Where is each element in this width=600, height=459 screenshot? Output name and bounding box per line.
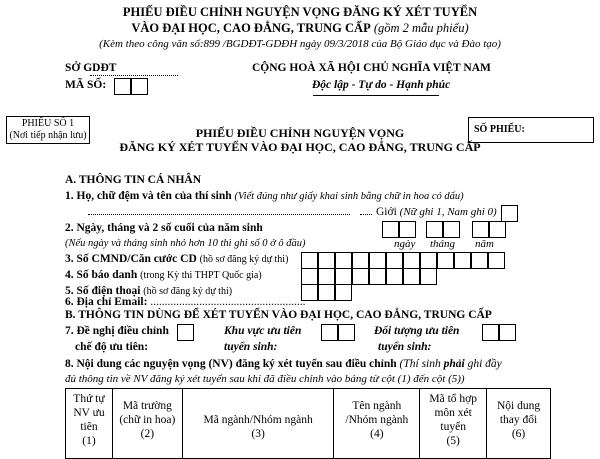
candidate-digit-box-3[interactable] (335, 268, 352, 285)
table-header-col-5 (420, 389, 487, 459)
q1-label: 1. Họ, chữ đệm và tên của thí sinh (65, 190, 232, 202)
q7-object-line1: Đối tượng ưu tiên (374, 325, 460, 337)
id-digit-box-2[interactable] (318, 252, 335, 269)
table-header-col-1-line-3: tiên (80, 421, 98, 433)
q7-label-line1: 7. Đề nghị điều chỉnh (65, 325, 169, 337)
dob-day-box-1[interactable] (382, 221, 399, 238)
id-digit-box-6[interactable] (386, 252, 403, 269)
table-header-col-2 (112, 389, 182, 459)
q2-label: 2. Ngày, tháng và 2 số cuối của năm sinh (65, 222, 263, 234)
q7-label-line2: chế độ ưu tiên: (75, 341, 149, 353)
candidate-digit-box-4[interactable] (352, 268, 369, 285)
q1-gender-note: (Nữ ghi 1, Nam ghi 0) (399, 206, 497, 218)
section-a-heading: A. THÔNG TIN CÁ NHÂN (65, 174, 201, 186)
code-box-1[interactable] (114, 78, 131, 95)
header-title-main: VÀO ĐẠI HỌC, CAO ĐẲNG, TRUNG CẤP (131, 21, 371, 35)
q1-row (65, 190, 464, 202)
q7-adjust-box[interactable] (177, 324, 194, 341)
table-header-col-2-line-2: (chữ in hoa) (119, 414, 176, 426)
table-header-col-4-line-3: (4) (370, 428, 384, 440)
candidate-digit-box-2[interactable] (318, 268, 335, 285)
code-label: MÃ SỐ: (65, 79, 107, 91)
department-label: SỞ GDĐT (65, 62, 117, 74)
table-header-col-3-line-1: Mã ngành/Nhóm ngành (203, 414, 313, 426)
candidate-digit-box-7[interactable] (403, 268, 420, 285)
candidate-digit-box-8[interactable] (420, 268, 437, 285)
table-header-col-1-line-1: Thứ tự (73, 393, 105, 405)
dob-month-caption: tháng (430, 238, 456, 250)
candidate-digit-box-1[interactable] (301, 268, 318, 285)
q7-area-box-1[interactable] (321, 324, 338, 341)
id-digit-box-4[interactable] (352, 252, 369, 269)
dob-month-box-1[interactable] (426, 221, 443, 238)
table-header-col-6-line-2: thay đổi (499, 414, 538, 426)
q1-name-dots[interactable] (88, 214, 350, 215)
q8-row (65, 358, 502, 370)
copy-box-line2: (Nơi tiếp nhận lưu) (9, 130, 87, 141)
id-digit-box-5[interactable] (369, 252, 386, 269)
table-header-col-2-line-3: (2) (140, 428, 155, 440)
copy-box-line1: PHIẾU SỐ 1 (21, 118, 75, 129)
gender-box[interactable] (501, 205, 518, 222)
table-header-col-2-line-1: Mã trường (122, 400, 172, 412)
candidate-digit-box-5[interactable] (369, 268, 386, 285)
q7-object-box-2[interactable] (499, 324, 516, 341)
q8-note-b: phải (443, 358, 465, 370)
motto-underline (313, 95, 439, 96)
q8-note-a: (Thí sinh (399, 358, 441, 370)
dob-month-box-2[interactable] (443, 221, 460, 238)
q6-row (65, 296, 306, 308)
table-header-col-5-line-3: tuyển (440, 421, 466, 433)
q5-label: 5. Số điện thoại (65, 285, 141, 297)
table-header-col-5-line-4: (5) (446, 435, 460, 447)
q1-note: (Viết đúng như giấy khai sinh bằng chữ in hoa có dấu) (234, 191, 464, 202)
phone-digit-box-3[interactable] (335, 284, 352, 301)
q1-name-dots-2 (360, 214, 372, 215)
id-digit-box-11[interactable] (471, 252, 488, 269)
id-digit-box-1[interactable] (301, 252, 318, 269)
table-header-row (66, 389, 551, 459)
q8-label: 8. Nội dung các nguyện vọng (NV) đăng ký xét tuyển sau điều chỉnh (65, 358, 397, 370)
header-title-line2 (0, 21, 600, 36)
form-title-line2: ĐĂNG KÝ XÉT TUYỂN VÀO ĐẠI HỌC, CAO ĐẲNG, TRUNG CẤP (119, 140, 481, 154)
table-header-col-4 (334, 389, 420, 459)
id-digit-box-9[interactable] (437, 252, 454, 269)
table-header-col-1-line-4: (1) (82, 435, 96, 447)
q5-note: (hồ sơ đăng ký dự thi) (143, 286, 233, 297)
id-digit-box-10[interactable] (454, 252, 471, 269)
q1-gender-label: Giới (376, 206, 397, 218)
id-digit-box-7[interactable] (403, 252, 420, 269)
code-box-2[interactable] (131, 78, 148, 95)
dob-day-caption: ngày (394, 238, 416, 250)
table-header-col-4-line-2: /Nhóm ngành (345, 414, 409, 426)
table-header-col-1-line-2: NV ưu (73, 407, 105, 419)
section-b-heading: B. THÔNG TIN DÙNG ĐỂ XÉT TUYỂN VÀO ĐẠI HỌC, CAO ĐẲNG, TRUNG CẤP (65, 309, 492, 321)
table-header-col-6-line-1: Nội dung (496, 400, 541, 412)
id-digit-box-3[interactable] (335, 252, 352, 269)
candidate-digit-box-6[interactable] (386, 268, 403, 285)
q7-area-line2: tuyển sinh: (224, 341, 278, 353)
department-dots (90, 75, 178, 77)
q4-row (65, 269, 262, 281)
motto: Độc lập - Tự do - Hạnh phúc (312, 79, 451, 91)
phone-digit-box-2[interactable] (318, 284, 335, 301)
header-title-note: (gồm 2 mẫu phiếu) (373, 21, 469, 35)
form-number-label: SỐ PHIẾU: (474, 124, 525, 135)
country-name: CỘNG HOÀ XÃ HỘI CHỦ NGHĨA VIỆT NAM (252, 62, 491, 74)
dob-year-box-2[interactable] (489, 221, 506, 238)
q2-note: (Nếu ngày và tháng sinh nhỏ hơn 10 thì ghi số 0 ở ô đầu) (65, 238, 306, 249)
q4-note: (trong Kỳ thi THPT Quốc gia) (140, 270, 262, 281)
q3-label: 3. Số CMND/Căn cước CD (65, 253, 197, 265)
table-header-col-5-line-1: Mã tổ hợp (429, 393, 477, 405)
dob-year-box-1[interactable] (472, 221, 489, 238)
dob-year-caption: năm (475, 238, 494, 250)
q8-note-line2: đủ thông tin về NV đăng ký xét tuyển sau khi đã điều chỉnh vào bảng từ cột (1) đến cột (5)) (65, 373, 465, 385)
q1-gender-row (376, 206, 497, 218)
aspiration-table (65, 388, 551, 459)
q7-object-line2: tuyển sinh: (378, 341, 432, 353)
table-header-col-5-line-2: môn xét (434, 407, 472, 419)
header-title-line1: PHIẾU ĐIỀU CHỈNH NGUYỆN VỌNG ĐĂNG KÝ XÉT TUYỂN (122, 5, 478, 19)
q3-row (65, 253, 288, 265)
q6-email-dots[interactable]: ...................................................... (150, 296, 306, 308)
q8-note-c: ghi đầy (467, 358, 502, 370)
table-header-col-3-line-2: (3) (251, 428, 265, 440)
table-header-col-6 (487, 389, 551, 459)
table-header-col-3 (182, 389, 334, 459)
q4-label: 4. Số báo danh (65, 269, 138, 281)
table-header-col-1 (66, 389, 113, 459)
q7-object-box-1[interactable] (482, 324, 499, 341)
q7-area-line1: Khu vực ưu tiên (224, 325, 302, 337)
q3-note: (hồ sơ đăng ký dự thi) (199, 254, 289, 265)
id-digit-box-8[interactable] (420, 252, 437, 269)
id-digit-box-12[interactable] (488, 252, 505, 269)
table-header-col-4-line-1: Tên ngành (352, 400, 402, 412)
table-header-col-6-line-3: (6) (511, 428, 526, 440)
q6-label: 6. Địa chỉ Email: (65, 296, 148, 308)
attachment-note: (Kèm theo công văn số:899 /BGDĐT-GDĐH ngày 09/3/2018 của Bộ Giáo dục và Đào tạo) (99, 38, 501, 50)
dob-day-box-2[interactable] (399, 221, 416, 238)
form-title-line1: PHIẾU ĐIỀU CHỈNH NGUYỆN VỌNG (195, 126, 405, 140)
q7-area-box-2[interactable] (338, 324, 355, 341)
